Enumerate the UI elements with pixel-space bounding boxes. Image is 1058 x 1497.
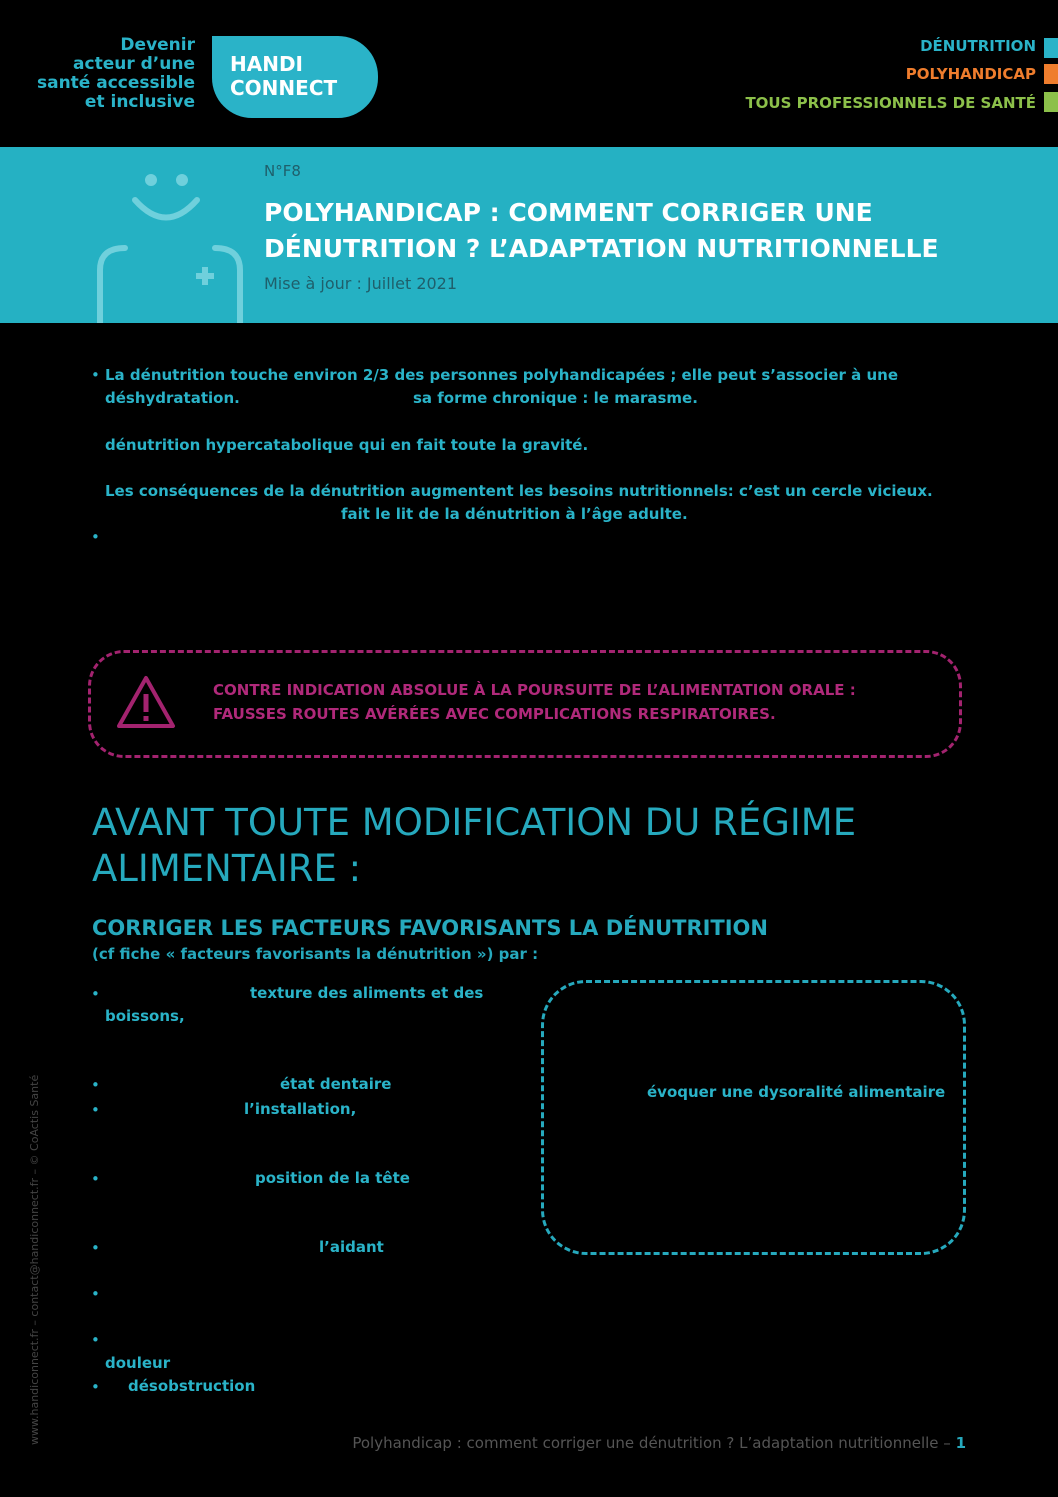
title-line: DÉNUTRITION ? L’ADAPTATION NUTRITIONNELLE [264,234,939,263]
section-heading [92,800,856,892]
warning-text [213,678,856,726]
page-number: 1 [955,1434,966,1452]
bullet: • [91,985,100,1003]
footer-text: Polyhandicap : comment corriger une dénutrition ? L’adaptation nutritionnelle – [352,1434,956,1452]
factor-text: position de la tête [255,1169,410,1187]
intro-line: La dénutrition touche environ 2/3 des personnes polyhandicapées ; elle peut s’associer à une [105,366,898,384]
bullet: • [91,1239,100,1257]
bullet: • [91,1378,100,1396]
tagline [20,36,195,112]
dysoralite-box [541,980,966,1255]
intro-line: sa forme chronique : le marasme. [413,389,698,407]
category-professionnels: TOUS PROFESSIONNELS DE SANTÉ [745,94,1036,112]
warning-line: CONTRE INDICATION ABSOLUE À LA POURSUITE DE L’ALIMENTATION ORALE : [213,681,856,699]
tagline-line: Devenir [120,35,195,55]
logo-line: CONNECT [230,76,338,100]
category-polyhandicap: POLYHANDICAP [905,65,1036,83]
title-line: POLYHANDICAP : COMMENT CORRIGER UNE [264,198,873,227]
category-denutrition: DÉNUTRITION [920,37,1036,55]
page-title [264,195,939,267]
bullet: • [91,1331,100,1349]
tagline-line: santé accessible [36,73,195,93]
handiconnect-logo[interactable] [212,36,378,118]
factor-text: état dentaire [280,1075,392,1093]
factor-text: désobstruction [128,1377,256,1395]
side-credits[interactable]: www.handiconnect.fr – contact@handiconnect.fr – © CoActis Santé [28,1074,41,1445]
intro-line: fait le lit de la dénutrition à l’âge adulte. [341,505,688,523]
tagline-line: et inclusive [84,92,195,112]
warning-triangle-icon [115,674,177,730]
intro-line: déshydratation. [105,389,240,407]
dysoralite-text: évoquer une dysoralité alimentaire [647,1083,946,1101]
bullet: • [91,528,100,546]
factor-text: texture des aliments et des [250,984,484,1002]
smiling-nurse-icon [95,160,245,323]
category-bar [1044,64,1058,84]
sheet-number: N°F8 [264,162,301,180]
factor-text: l’installation, [244,1100,357,1118]
intro-line: Les conséquences de la dénutrition augmentent les besoins nutritionnels: c’est un cercle vicieux. [105,482,933,500]
heading-line: ALIMENTAIRE : [92,847,362,890]
tagline-line: acteur d’une [73,54,195,74]
bullet: • [91,1285,100,1303]
page-footer [352,1434,966,1452]
logo-line: HANDI [230,52,303,76]
bullet: • [91,1170,100,1188]
intro-line: dénutrition hypercatabolique qui en fait toute la gravité. [105,436,589,454]
heading-line: AVANT TOUTE MODIFICATION DU RÉGIME [92,801,857,844]
category-bar [1044,92,1058,112]
factor-text: douleur [105,1354,171,1372]
factor-text: l’aidant [319,1238,384,1256]
update-date: Mise à jour : Juillet 2021 [264,274,458,293]
bullet: • [91,1076,100,1094]
bullet: • [91,366,100,384]
bullet: • [91,1101,100,1119]
category-bar [1044,38,1058,58]
warning-line: FAUSSES ROUTES AVÉRÉES AVEC COMPLICATIONS RESPIRATOIRES. [213,705,776,723]
factor-text: boissons, [105,1007,185,1025]
subheading: CORRIGER LES FACTEURS FAVORISANTS LA DÉNUTRITION [92,916,768,940]
subheading-note: (cf fiche « facteurs favorisants la dénutrition ») par : [92,945,539,963]
